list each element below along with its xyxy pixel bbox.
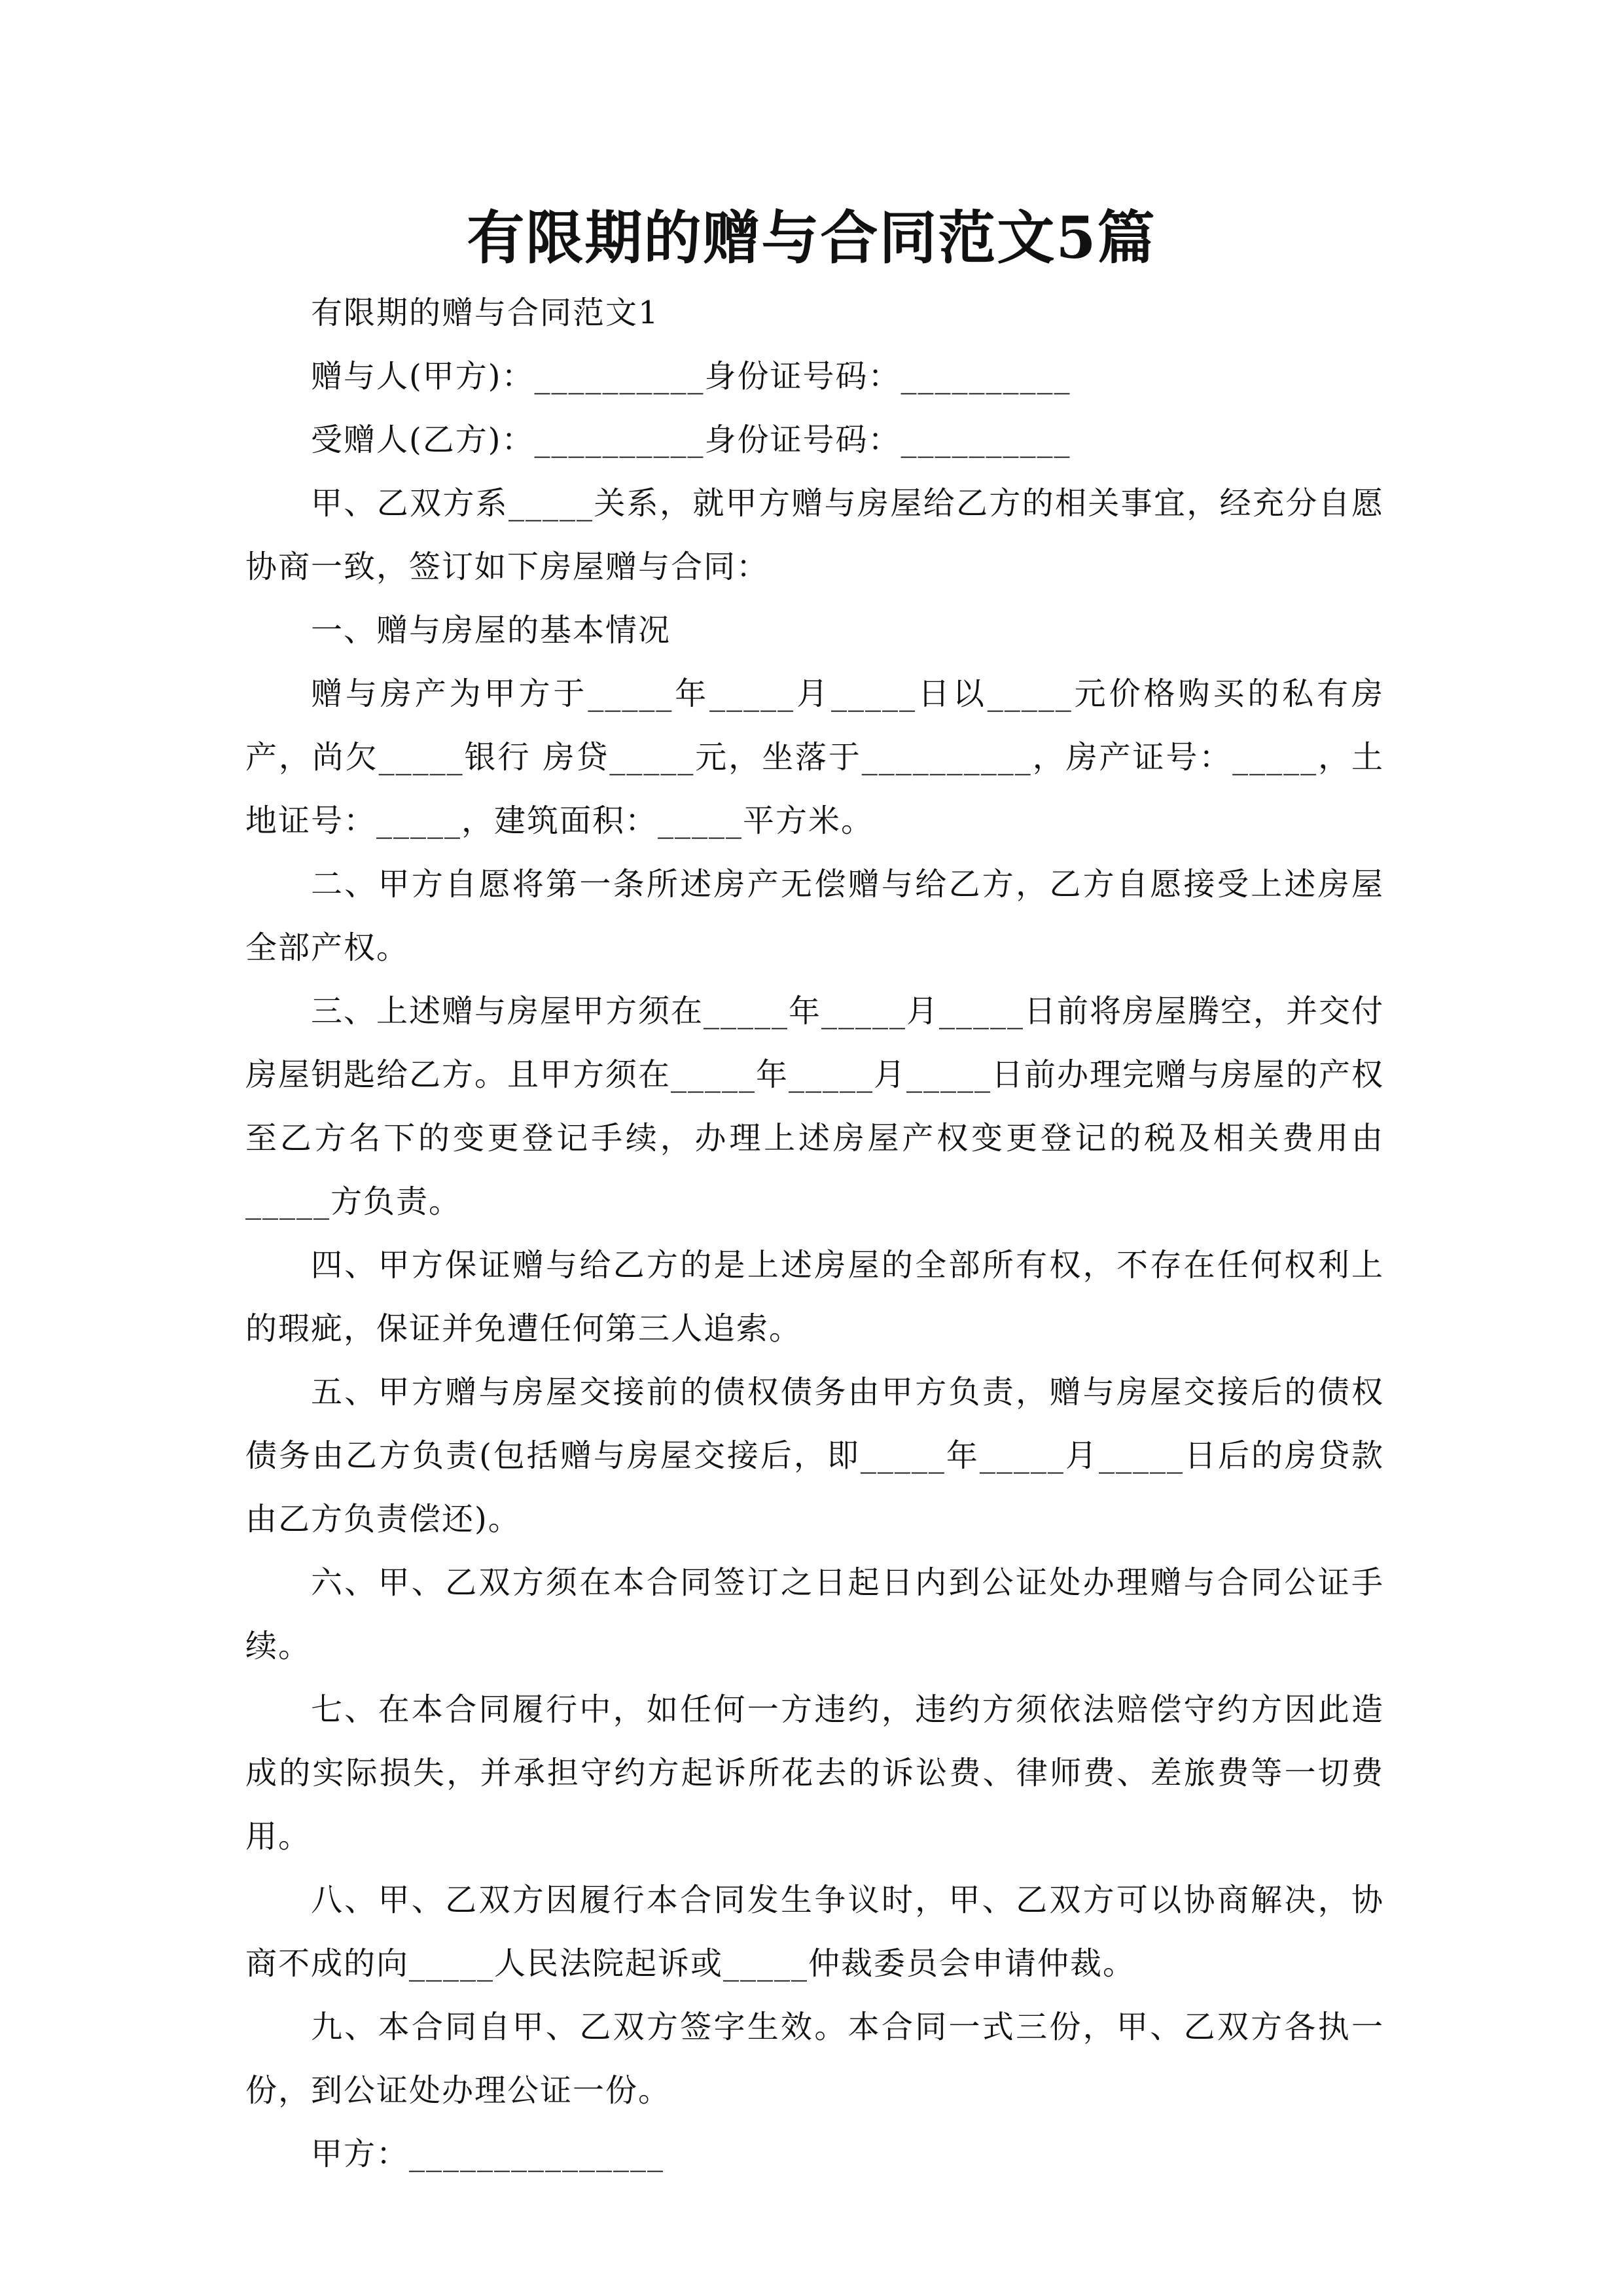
party-a-signature-line: 甲方：_______________ [311,2136,665,2172]
clause-9-paragraph: 九、本合同自甲、乙双方签字生效。本合同一式三份，甲、乙双方各执一份，到公证处办理公证一份。 [245,2009,1384,2109]
document-title: 有限期的赠与合同范文5篇 [467,204,1156,272]
clause-4-paragraph: 四、甲方保证赠与给乙方的是上述房屋的全部所有权，不存在任何权利上的瑕疵，保证并免遭任何第三人追索。 [245,1247,1384,1347]
clause-1-paragraph: 赠与房产为甲方于_____年_____月_____日以_____元价格购买的私有房产，尚欠_____银行 房贷_____元，坐落于__________，房产证号：_____，土地证号：_____，建筑面积：_____平方米。 [245,675,1384,839]
document-body [245,281,1384,2186]
donor-line: 赠与人(甲方)：__________身份证号码：__________ [311,358,1071,395]
clause-6-paragraph: 六、甲、乙双方须在本合同签订之日起日内到公证处办理赠与合同公证手续。 [245,1564,1384,1664]
clause-1-heading: 一、赠与房屋的基本情况 [311,612,671,649]
donee-line: 受赠人(乙方)：__________身份证号码：__________ [311,422,1071,458]
clause-2-paragraph: 二、甲方自愿将第一条所述房产无偿赠与给乙方，乙方自愿接受上述房屋全部产权。 [245,866,1384,966]
clause-3-paragraph: 三、上述赠与房屋甲方须在_____年_____月_____日前将房屋腾空，并交付房屋钥匙给乙方。且甲方须在_____年_____月_____日前办理完赠与房屋的产权至乙方名下的变更登记手续，办理上述房屋产权变更登记的税及相关费用由_____方负责。 [245,993,1385,1220]
clause-5-paragraph: 五、甲方赠与房屋交接前的债权债务由甲方负责，赠与房屋交接后的债权债务由乙方负责(包括赠与房屋交接后，即_____年_____月_____日后的房贷款由乙方负责偿还)。 [245,1374,1384,1537]
preamble-paragraph: 甲、乙双方系_____关系，就甲方赠与房屋给乙方的相关事宜，经充分自愿协商一致，签订如下房屋赠与合同： [245,485,1384,585]
section-heading: 有限期的赠与合同范文1 [311,295,660,331]
clause-8-paragraph: 八、甲、乙双方因履行本合同发生争议时，甲、乙双方可以协商解决，协商不成的向_____人民法院起诉或_____仲裁委员会申请仲裁。 [245,1882,1384,1982]
clause-7-paragraph: 七、在本合同履行中，如任何一方违约，违约方须依法赔偿守约方因此造成的实际损失，并承担守约方起诉所花去的诉讼费、律师费、差旅费等一切费用。 [245,1691,1384,1855]
